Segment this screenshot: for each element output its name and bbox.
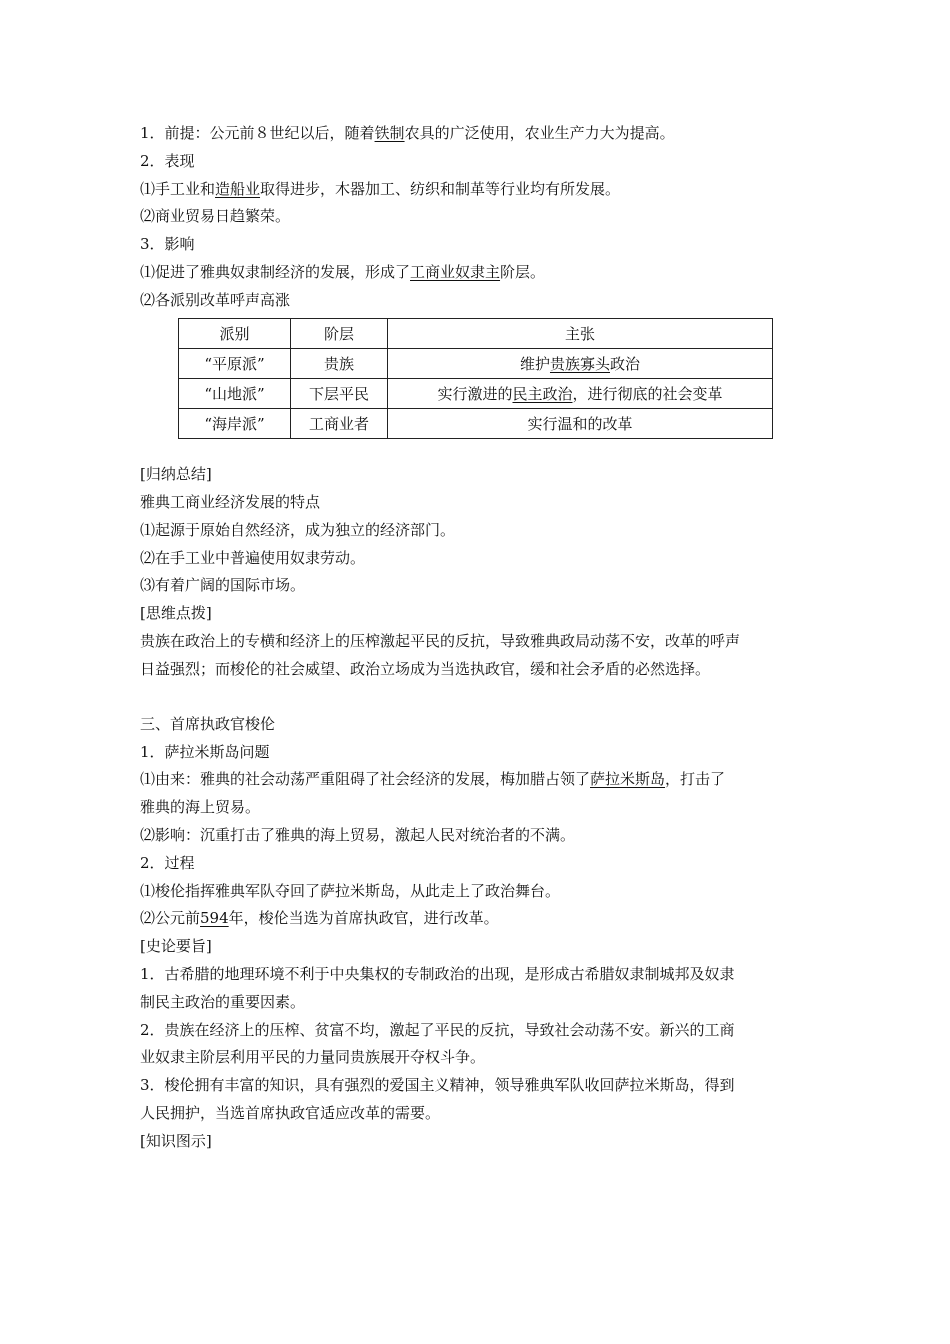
origin-line-2: 雅典的海上贸易。 xyxy=(140,798,261,816)
underlined-term: 萨拉米斯岛 xyxy=(590,770,666,788)
thinking-line-2: 日益强烈；而梭伦的社会威望、政治立场成为当选执政官，缓和社会矛盾的必然选择。 xyxy=(140,660,711,678)
process-heading: 2．过程 xyxy=(140,854,195,872)
underlined-term: 民主政治 xyxy=(512,385,573,403)
essentials-line: 人民拥护，当选首席执政官适应改革的需要。 xyxy=(140,1104,441,1122)
summary-title: 雅典工商业经济发展的特点 xyxy=(140,493,321,511)
table-header: 主张 xyxy=(388,319,773,349)
essentials-line: 1．古希腊的地理环境不利于中央集权的专制政治的出现，是形成古希腊奴隶制城邦及奴隶 xyxy=(140,965,735,983)
diagram-tag: [知识图示] xyxy=(140,1132,212,1150)
stance-cell: 实行激进的民主政治，进行彻底的社会变革 xyxy=(388,379,773,409)
essentials-line: 2．贵族在经济上的压榨、贫富不均，激起了平民的反抗，导致社会动荡不安。新兴的工商 xyxy=(140,1021,735,1039)
underlined-term: 工商业奴隶主 xyxy=(410,263,501,281)
faction-cell: “山地派” xyxy=(179,379,291,409)
essentials-line: 制民主政治的重要因素。 xyxy=(140,993,306,1011)
process-line-2: ⑵公元前594年，梭伦当选为首席执政官，进行改革。 xyxy=(140,909,499,927)
process-line-1: ⑴梭伦指挥雅典军队夺回了萨拉米斯岛，从此走上了政治舞台。 xyxy=(140,882,561,900)
impact-line: ⑵影响：沉重打击了雅典的海上贸易，激起人民对统治者的不满。 xyxy=(140,826,576,844)
premise-line: 1．前提：公元前８世纪以后，随着铁制农具的广泛使用，农业生产力大为提高。 xyxy=(140,124,675,142)
heading-influence: 3．影响 xyxy=(140,235,195,253)
influence-line-2: ⑵各派别改革呼声高涨 xyxy=(140,291,291,309)
faction-cell: “平原派” xyxy=(179,349,291,379)
underlined-term: 铁制 xyxy=(374,124,405,142)
table-row xyxy=(179,349,773,379)
faction-cell: “海岸派” xyxy=(179,409,291,439)
summary-item: ⑴起源于原始自然经济，成为独立的经济部门。 xyxy=(140,521,456,539)
underlined-term: 贵族寡头 xyxy=(549,355,610,373)
section-heading: 三、首席执政官梭伦 xyxy=(140,715,276,733)
summary-tag: [归纳总结] xyxy=(140,465,212,483)
table-header-row xyxy=(179,319,773,349)
essentials-tag: [史论要旨] xyxy=(140,937,212,955)
class-cell: 贵族 xyxy=(291,349,388,379)
underlined-term: 594 xyxy=(200,909,229,927)
class-cell: 下层平民 xyxy=(291,379,388,409)
table-row xyxy=(179,379,773,409)
stance-cell: 实行温和的改革 xyxy=(388,409,773,439)
heading-performance: 2．表现 xyxy=(140,152,195,170)
summary-item: ⑵在手工业中普遍使用奴隶劳动。 xyxy=(140,549,366,567)
essentials-line: 3．梭伦拥有丰富的知识，具有强烈的爱国主义精神，领导雅典军队收回萨拉米斯岛，得到 xyxy=(140,1076,735,1094)
salamis-heading: 1．萨拉米斯岛问题 xyxy=(140,743,270,761)
commerce-line: ⑵商业贸易日趋繁荣。 xyxy=(140,207,291,225)
influence-line-1: ⑴促进了雅典奴隶制经济的发展，形成了工商业奴隶主阶层。 xyxy=(140,263,546,281)
underlined-term: 造船业 xyxy=(215,180,261,198)
table-header: 派别 xyxy=(179,319,291,349)
stance-cell: 维护贵族寡头政治 xyxy=(388,349,773,379)
essentials-line: 业奴隶主阶层利用平民的力量同贵族展开夺权斗争。 xyxy=(140,1048,486,1066)
thinking-tag: [思维点拨] xyxy=(140,604,212,622)
factions-table xyxy=(178,318,773,439)
origin-line-1: ⑴由来：雅典的社会动荡严重阻碍了社会经济的发展，梅加腊占领了萨拉米斯岛，打击了 xyxy=(140,770,726,788)
thinking-line-1: 贵族在政治上的专横和经济上的压榨激起平民的反抗，导致雅典政局动荡不安，改革的呼声 xyxy=(140,632,741,650)
class-cell: 工商业者 xyxy=(291,409,388,439)
table-row xyxy=(179,409,773,439)
table-header: 阶层 xyxy=(291,319,388,349)
handicraft-line: ⑴手工业和造船业取得进步，木器加工、纺织和制革等行业均有所发展。 xyxy=(140,180,621,198)
summary-item: ⑶有着广阔的国际市场。 xyxy=(140,576,306,594)
